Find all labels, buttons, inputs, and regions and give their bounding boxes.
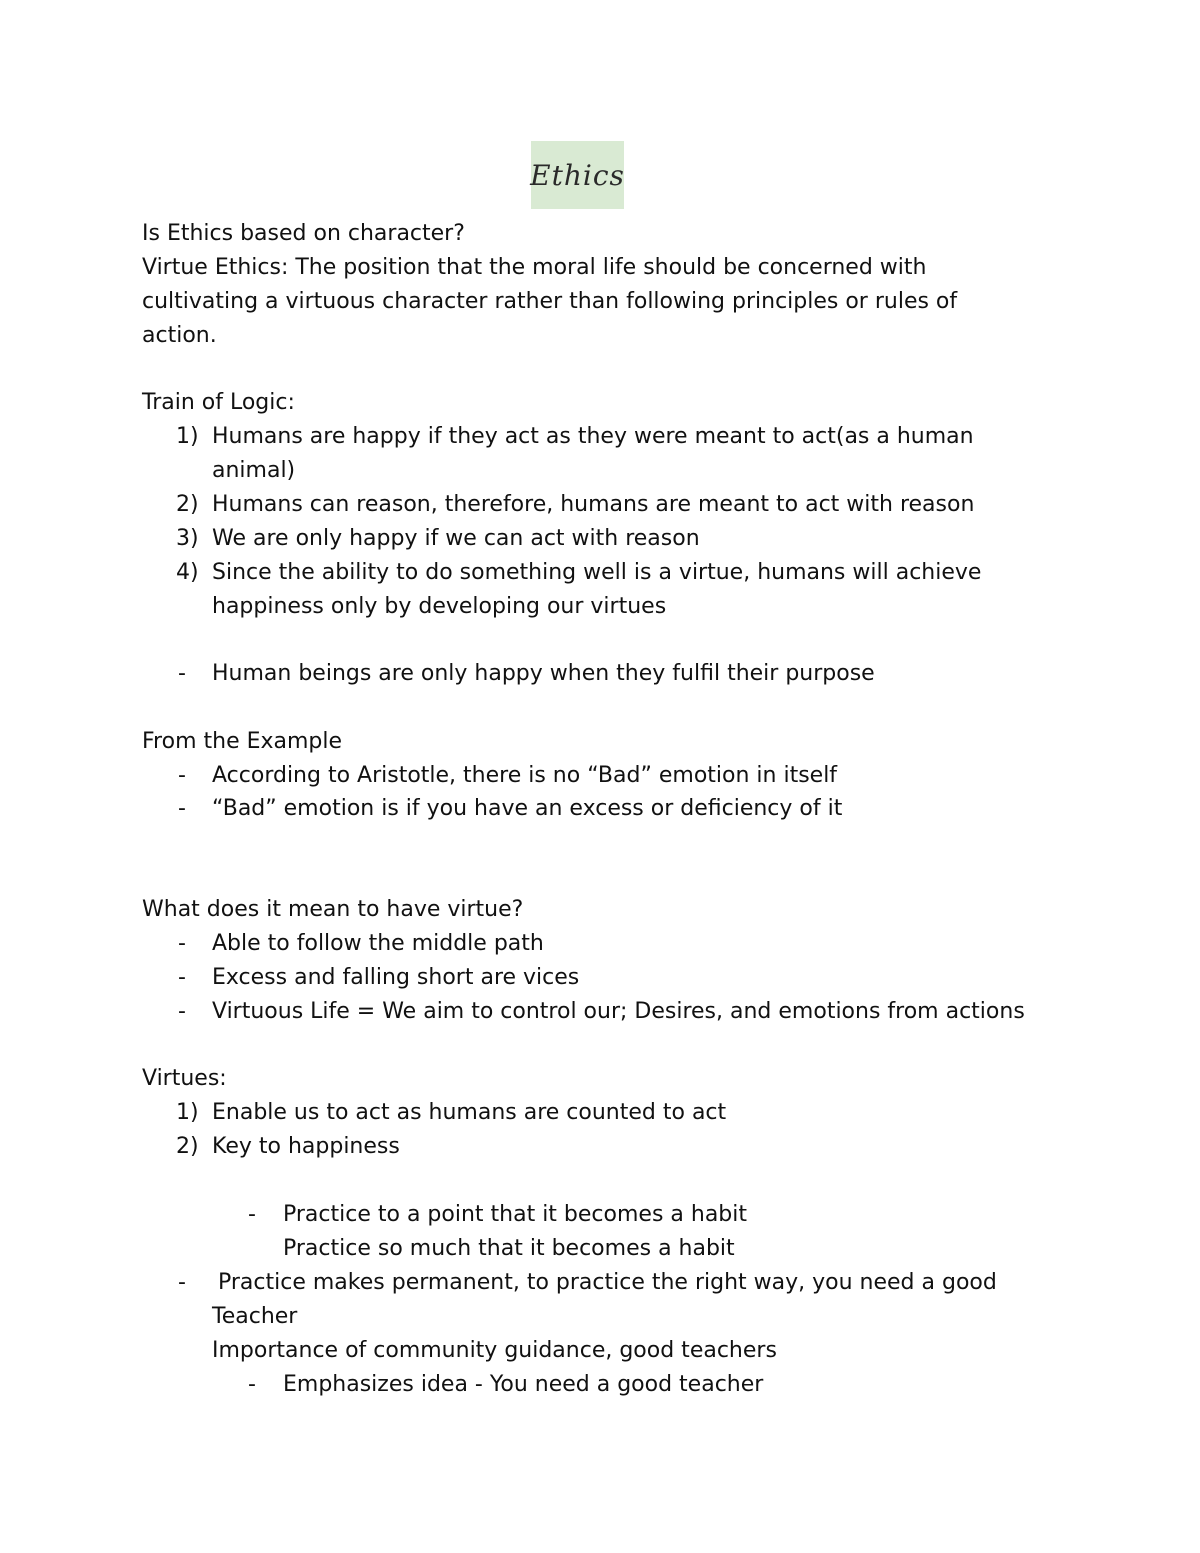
bullet-marker: - [178,796,186,821]
section-heading-example: From the Example [142,729,343,754]
list-item-continuation: happiness only by developing our virtues [212,594,667,619]
list-marker: 2) [176,1134,199,1159]
list-marker: 3) [176,526,199,551]
section-heading-train-of-logic: Train of Logic: [142,390,295,415]
bullet-item: Able to follow the middle path [212,931,544,956]
list-item: We are only happy if we can act with reason [212,526,700,551]
bullet-marker: - [178,763,186,788]
list-item: Since the ability to do something well is a virtue, humans will achieve [212,560,982,585]
section-heading-virtue-meaning: What does it mean to have virtue? [142,897,524,922]
bullet-marker: - [178,1270,186,1295]
bullet-item: Human beings are only happy when they fulfil their purpose [212,661,875,686]
bullet-marker: - [178,965,186,990]
definition-line: Virtue Ethics: The position that the moral life should be concerned with [142,255,927,280]
bullet-item: Virtuous Life = We aim to control our; Desires, and emotions from actions [212,999,1025,1024]
list-marker: 1) [176,1100,199,1125]
bullet-marker: - [178,661,186,686]
bullet-item: Practice makes permanent, to practice the right way, you need a good [218,1270,997,1295]
intro-question: Is Ethics based on character? [142,221,465,246]
list-item-continuation: animal) [212,458,296,483]
bullet-item: Practice to a point that it becomes a habit [283,1202,747,1227]
bullet-item-continuation: Importance of community guidance, good teachers [212,1338,777,1363]
bullet-item-continuation: Teacher [212,1304,298,1329]
list-marker: 1) [176,424,199,449]
bullet-item: According to Aristotle, there is no “Bad” emotion in itself [212,763,838,788]
list-item: Enable us to act as humans are counted to act [212,1100,727,1125]
title-highlight [531,141,624,209]
bullet-item-continuation: Practice so much that it becomes a habit [283,1236,735,1261]
bullet-marker: - [178,999,186,1024]
page-title: Ethics [530,158,625,192]
list-item: Humans are happy if they act as they were meant to act(as a human [212,424,974,449]
list-marker: 2) [176,492,199,517]
list-item: Humans can reason, therefore, humans are meant to act with reason [212,492,975,517]
bullet-marker: - [248,1202,256,1227]
definition-line: cultivating a virtuous character rather than following principles or rules of [142,289,958,314]
list-marker: 4) [176,560,199,585]
list-item: Key to happiness [212,1134,400,1159]
definition-line: action. [142,323,217,348]
bullet-marker: - [178,931,186,956]
bullet-item: “Bad” emotion is if you have an excess or deficiency of it [212,796,843,821]
section-heading-virtues: Virtues: [142,1066,227,1091]
bullet-item: Emphasizes idea - You need a good teacher [283,1372,764,1397]
bullet-marker: - [248,1372,256,1397]
bullet-item: Excess and falling short are vices [212,965,580,990]
